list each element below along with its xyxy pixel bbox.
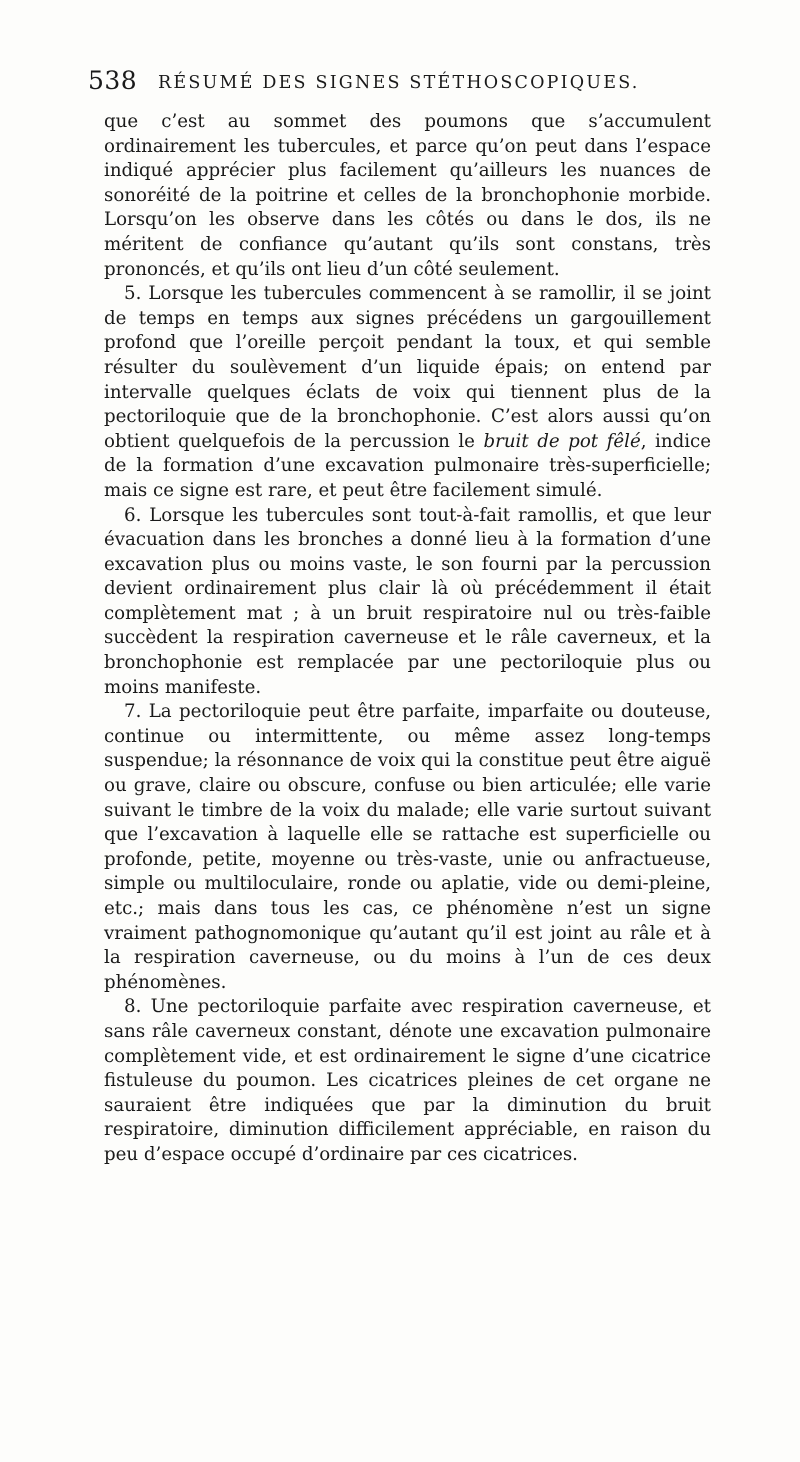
paragraph-7: 7. La pectoriloquie peut être parfaite, imparfaite ou douteuse, continue ou intermittente, ou même assez long-temps suspendue; la résonnance de voix qui la constitue peut être aiguë ou grave, claire ou obscure, confuse ou bien articulée; elle varie suivant le timbre de la voix du malade; elle varie surtout suivant que l’excavation à laquelle elle se rattache est superficielle ou profonde, petite, moyenne ou très-vaste, unie ou anfractueuse, simple ou multiloculaire, ronde ou aplatie, vide ou demi-pleine, etc.; mais dans tous les cas, ce phénomène n’est un signe vraiment pathognomonique qu’autant qu’il est joint au râle et à la respiration caverneuse, ou du moins à l’un de ces deux phénomènes. (104, 701, 711, 993)
paragraph-8: 8. Une pectoriloquie parfaite avec respiration caverneuse, et sans râle caverneux constant, dénote une excavation pulmonaire complètement vide, et est ordinairement le signe d’une cicatrice fistuleuse du poumon. Les cicatrices pleines de cet organe ne sauraient être indiquées que par la diminution du bruit respiratoire, diminution difficilement appréciable, en raison du peu d’espace occupé d’ordinaire par ces cicatrices. (104, 996, 711, 1165)
paragraph-5-text-after: , indice de la formation d’une excavation pulmonaire très-superficielle; mais ce signe est rare, et peut être facilement simulé. (104, 430, 711, 501)
running-title: RÉSUMÉ DES SIGNES STÉTHOSCOPIQUES. (158, 73, 640, 93)
paragraph-continuation: que c’est au sommet des poumons que s’accumulent ordinairement les tubercules, et parce qu’on peut dans l’espace indiqué apprécier plus facilement qu’ailleurs les nuances de sonoréité de la poitrine et celles de la bronchophonie morbide. Lorsqu’on les observe dans les côtés ou dans le dos, ils ne méritent de confiance qu’autant qu’ils sont constans, très prononcés, et qu’ils ont lieu d’un côté seulement. (104, 111, 711, 280)
paragraph-5 (104, 282, 711, 503)
page-header (88, 66, 728, 102)
paragraph-5-emphasis: bruit de pot fêlé (483, 430, 641, 452)
page-number: 538 (88, 66, 138, 95)
paragraph-5-text-before: 5. Lorsque les tubercules commencent à se ramollir, il se joint de temps en temps aux signes précédens un gargouillement profond que l’oreille perçoit pendant la toux, et qui semble résulter du soulèvement d’un liquide épais; on entend par intervalle quelques éclats de voix qui tiennent plus de la pectoriloquie que de la bronchophonie. C’est alors aussi qu’on obtient quelquefois de la percussion le (104, 283, 711, 452)
body-text (104, 110, 711, 1168)
paragraph-6: 6. Lorsque les tubercules sont tout-à-fait ramollis, et que leur évacuation dans les bronches a donné lieu à la formation d’une excavation plus ou moins vaste, le son fourni par la percussion devient ordinairement plus clair là où précédemment il était complètement mat ; à un bruit respiratoire nul ou très-faible succèdent la respiration caverneuse et le râle caverneux, et la bronchophonie est remplacée par une pectoriloquie plus ou moins manifeste. (104, 504, 711, 698)
